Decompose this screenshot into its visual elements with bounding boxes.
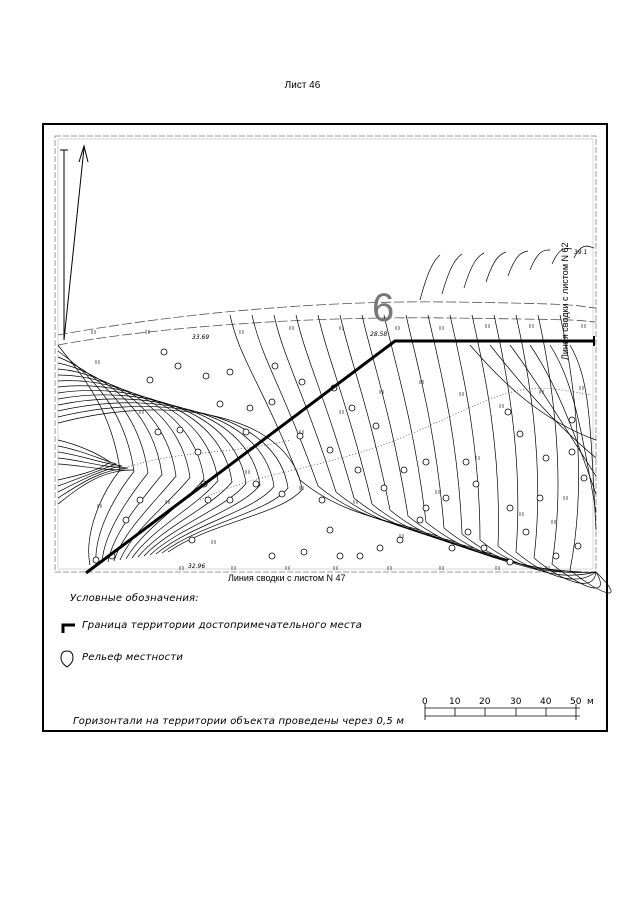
territory-boundary	[86, 341, 594, 573]
vegetation-mark	[476, 456, 479, 460]
contour-line	[472, 315, 596, 575]
vegetation-mark	[354, 500, 357, 504]
relief-symbol	[357, 553, 363, 559]
relief-symbol	[272, 363, 278, 369]
vegetation-mark	[240, 330, 243, 334]
vegetation-mark	[530, 324, 533, 328]
contour-line	[570, 345, 596, 530]
contour-line	[494, 315, 596, 579]
vegetation-mark	[564, 496, 567, 500]
vegetation-mark	[496, 566, 499, 570]
relief-symbol	[349, 405, 355, 411]
vegetation-mark	[580, 386, 583, 390]
inner-frame	[55, 136, 596, 572]
relief-symbol	[569, 449, 575, 455]
vegetation-mark	[500, 404, 503, 408]
vegetation-mark	[396, 326, 399, 330]
sheet-title: Лист 46	[284, 80, 321, 91]
north-arrow-icon	[60, 146, 88, 340]
relief-symbol	[175, 363, 181, 369]
relief-symbol	[243, 429, 249, 435]
contour-line	[510, 345, 596, 476]
relief-symbol	[401, 467, 407, 473]
relief-symbol	[337, 553, 343, 559]
contour-lines	[58, 246, 611, 593]
relief-symbol	[473, 481, 479, 487]
vegetation-mark	[286, 566, 289, 570]
relief-symbol	[523, 529, 529, 535]
relief-symbol	[481, 545, 487, 551]
relief-symbol	[327, 527, 333, 533]
relief-symbol	[581, 475, 587, 481]
road-lines	[58, 302, 596, 345]
relief-symbol	[553, 553, 559, 559]
legend-title: Условные обозначения:	[70, 593, 199, 604]
scale-tick-label: 40	[540, 697, 552, 707]
relief-symbol	[465, 529, 471, 535]
relief-symbol	[205, 497, 211, 503]
vegetation-mark	[440, 326, 443, 330]
contour-line	[58, 440, 110, 480]
relief-symbol	[195, 449, 201, 455]
relief-symbol	[203, 373, 209, 379]
relief-symbol	[177, 427, 183, 433]
vegetation-mark	[388, 566, 391, 570]
contour-line	[58, 458, 128, 498]
contour-line	[550, 345, 596, 512]
relief-symbol	[377, 545, 383, 551]
relief-symbol	[507, 559, 513, 565]
relief-symbol	[217, 401, 223, 407]
relief-symbol	[279, 491, 285, 497]
join-line-bottom: Линия сводки с листом N 47	[228, 573, 346, 583]
vegetation-mark	[460, 392, 463, 396]
relief-symbol	[269, 399, 275, 405]
vegetation-mark	[436, 490, 439, 494]
relief-symbol	[247, 405, 253, 411]
relief-symbol	[301, 549, 307, 555]
contour-line	[442, 254, 462, 294]
relief-symbol	[319, 497, 325, 503]
contour-line	[340, 315, 510, 560]
relief-symbol	[443, 495, 449, 501]
vegetation-mark	[180, 566, 183, 570]
legend-boundary-label: Граница территории достопримечательного места	[82, 620, 363, 631]
relief-symbol	[463, 459, 469, 465]
elevation-label: 39.1	[574, 249, 588, 256]
relief-symbol	[373, 423, 379, 429]
relief-symbol	[449, 545, 455, 551]
contour-line	[406, 315, 564, 572]
scale-tick-label: 50	[570, 697, 582, 707]
vegetation-mark	[212, 540, 215, 544]
vegetation-mark	[232, 566, 235, 570]
contour-line	[530, 345, 596, 494]
contour-line	[362, 315, 528, 566]
elevation-label: 28.58	[370, 331, 388, 338]
scale-tick-label: 10	[449, 697, 461, 707]
dotted-lines	[120, 388, 590, 500]
relief-symbol	[227, 497, 233, 503]
area-number: 6	[372, 286, 395, 330]
contour-line	[420, 255, 440, 300]
contour-line	[490, 345, 596, 458]
contour-line	[318, 315, 492, 554]
relief-symbol	[147, 377, 153, 383]
relief-symbol	[161, 349, 167, 355]
relief-symbol	[299, 379, 305, 385]
relief-legend-icon	[61, 651, 73, 667]
vegetation-mark	[486, 324, 489, 328]
vegetation-mark	[552, 520, 555, 524]
scale-tick-label: 0	[422, 697, 428, 707]
scale-tick-label: 30	[510, 697, 522, 707]
contour-line	[530, 250, 550, 270]
vegetation-mark	[340, 410, 343, 414]
relief-symbol	[123, 517, 129, 523]
relief-symbol	[327, 447, 333, 453]
relief-symbol	[137, 497, 143, 503]
relief-symbol	[269, 553, 275, 559]
scale-tick-label: 20	[479, 697, 491, 707]
relief-symbol	[575, 543, 581, 549]
relief-symbol	[155, 429, 161, 435]
scale-unit-label: м	[587, 697, 594, 707]
vegetation-mark	[520, 512, 523, 516]
relief-symbol	[253, 481, 259, 487]
relief-symbol	[505, 409, 511, 415]
vegetation-mark	[334, 566, 337, 570]
vegetation-mark	[290, 326, 293, 330]
relief-symbol	[355, 467, 361, 473]
relief-symbol	[417, 517, 423, 523]
contour-interval-note: Горизонтали на территории объекта проведены через 0,5 м	[73, 716, 405, 727]
relief-symbol	[423, 459, 429, 465]
relief-symbol	[569, 417, 575, 423]
boundary-legend-icon	[63, 625, 75, 633]
elevation-label: 33.69	[192, 334, 210, 341]
relief-symbol	[381, 485, 387, 491]
relief-symbol	[543, 455, 549, 461]
vegetation-mark	[246, 470, 249, 474]
vegetation-mark	[440, 566, 443, 570]
vegetation-mark	[582, 324, 585, 328]
contour-line	[58, 464, 134, 504]
relief-symbol	[227, 369, 233, 375]
legend-relief-label: Рельеф местности	[82, 652, 184, 663]
relief-symbol	[537, 495, 543, 501]
relief-symbol	[189, 537, 195, 543]
vegetation-mark	[92, 330, 95, 334]
join-line-right: Линия сводки с листом N 62	[560, 242, 570, 360]
contour-line	[464, 253, 484, 288]
elevation-label: 32.96	[188, 563, 206, 570]
vegetation-mark	[96, 360, 99, 364]
relief-symbol	[517, 431, 523, 437]
contour-line	[486, 252, 506, 282]
contour-line	[508, 251, 528, 276]
relief-symbol	[423, 505, 429, 511]
relief-symbol	[507, 505, 513, 511]
